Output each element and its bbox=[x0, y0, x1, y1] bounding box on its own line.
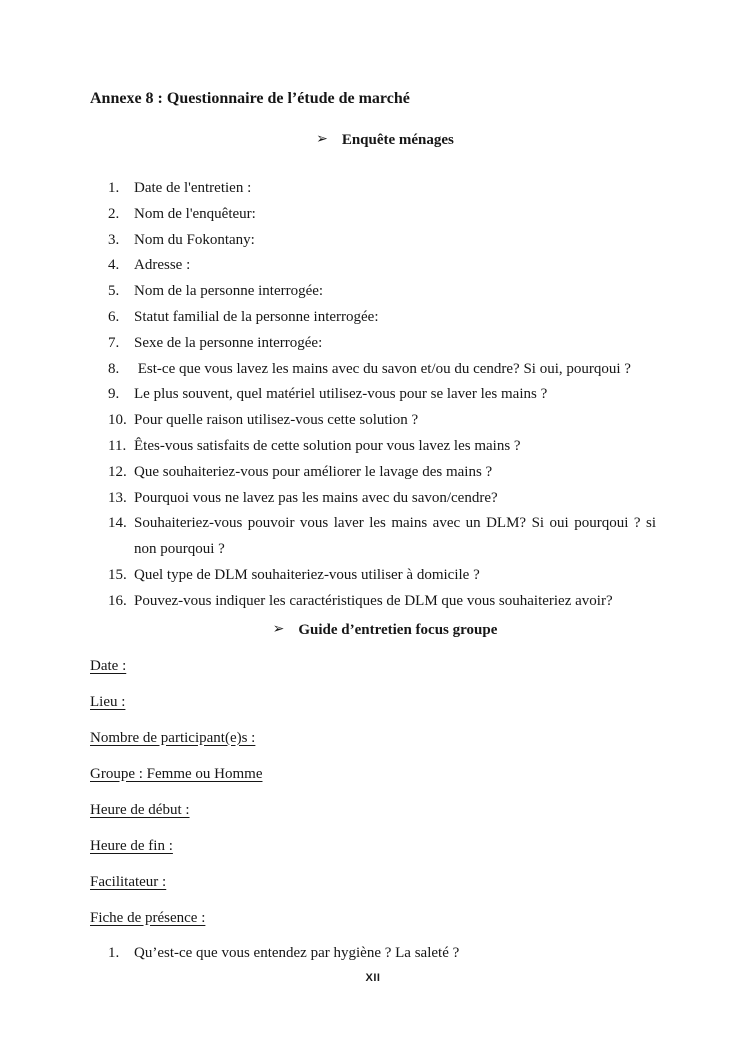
question-list-item bbox=[108, 228, 656, 254]
question-text: Quel type de DLM souhaiteriez-vous utiliser à domicile ? bbox=[134, 566, 480, 583]
question-number: 9. bbox=[108, 386, 120, 403]
field-row bbox=[90, 909, 656, 928]
question-number: 16. bbox=[108, 592, 127, 609]
question-number: 15. bbox=[108, 566, 127, 583]
question-list-item bbox=[108, 176, 656, 202]
question-text: Est-ce que vous lavez les mains avec du savon et/ou du cendre? Si oui, pourqoui ? bbox=[134, 360, 631, 377]
field-row bbox=[90, 837, 656, 856]
section-heading-label: Enquête ménages bbox=[341, 132, 454, 148]
field-label: Nombre de participant(e)s : bbox=[90, 729, 256, 746]
question-text: Date de l'entretien : bbox=[134, 180, 252, 196]
enquete-question-list bbox=[90, 176, 660, 615]
question-number: 8. bbox=[108, 360, 120, 377]
question-list-item bbox=[108, 460, 656, 486]
arrowhead-bullet-icon: ➢ bbox=[316, 132, 328, 147]
field-row bbox=[90, 657, 656, 676]
question-number: 5. bbox=[108, 283, 120, 300]
question-text: Pour quelle raison utilisez-vous cette solution ? bbox=[134, 412, 419, 429]
question-list-item bbox=[108, 382, 656, 408]
question-list-item bbox=[108, 357, 656, 383]
field-label: Groupe : Femme ou Homme bbox=[90, 765, 263, 782]
field-label: Fiche de présence : bbox=[90, 909, 206, 926]
question-list-item bbox=[108, 434, 656, 460]
question-list-item bbox=[108, 408, 656, 434]
field-row bbox=[90, 693, 656, 712]
question-text: Êtes-vous satisfaits de cette solution pour vous lavez les mains ? bbox=[134, 437, 521, 454]
question-list-item bbox=[108, 202, 656, 228]
focus-group-question-list bbox=[90, 944, 656, 963]
question-list-item bbox=[108, 511, 660, 563]
question-text: Pouvez-vous indiquer les caractéristiques de DLM que vous souhaiteriez avoir? bbox=[134, 592, 613, 609]
question-list-item bbox=[108, 486, 656, 512]
question-text: Adresse : bbox=[134, 257, 191, 274]
question-list-item bbox=[108, 589, 656, 615]
field-label: Facilitateur : bbox=[90, 873, 167, 890]
question-list-item bbox=[108, 563, 656, 589]
question-number: 12. bbox=[108, 463, 127, 480]
question-number: 13. bbox=[108, 489, 127, 506]
question-text: Qu’est-ce que vous entendez par hygiène ? La saleté ? bbox=[134, 944, 460, 961]
question-number: 3. bbox=[108, 231, 120, 248]
question-text: Sexe de la personne interrogée: bbox=[134, 334, 323, 351]
field-label: Lieu : bbox=[90, 693, 126, 710]
field-row bbox=[90, 729, 656, 748]
question-list-item bbox=[108, 253, 656, 279]
question-number: 2. bbox=[108, 205, 120, 222]
question-text: Le plus souvent, quel matériel utilisez-vous pour se laver les mains ? bbox=[134, 386, 548, 403]
field-label: Date : bbox=[90, 657, 127, 674]
question-text: Statut familial de la personne interrogée: bbox=[134, 308, 379, 325]
question-list-item bbox=[108, 279, 656, 305]
arrowhead-bullet-icon: ➢ bbox=[272, 621, 285, 637]
question-number: 1. bbox=[108, 944, 120, 961]
question-number: 1. bbox=[108, 180, 120, 196]
section-heading-label: Guide d’entretien focus groupe bbox=[298, 621, 498, 638]
question-number: 4. bbox=[108, 257, 120, 274]
question-number: 10. bbox=[108, 412, 127, 429]
question-list-item bbox=[108, 944, 656, 963]
page-number: XII bbox=[365, 971, 381, 984]
question-text: Pourquoi vous ne lavez pas les mains avec du savon/cendre? bbox=[134, 489, 498, 506]
question-text: Souhaiteriez-vous pouvoir vous laver les mains avec un DLM? Si oui pourqoui ? si non pourqoui ? bbox=[134, 515, 660, 558]
section-heading-focus-groupe bbox=[90, 621, 656, 640]
question-text: Nom de la personne interrogée: bbox=[134, 283, 324, 300]
question-number: 14. bbox=[108, 515, 127, 532]
field-label: Heure de fin : bbox=[90, 837, 173, 854]
field-row bbox=[90, 801, 656, 820]
question-text: Nom de l'enquêteur: bbox=[134, 205, 256, 222]
page-title: Annexe 8 : Questionnaire de l’étude de marché bbox=[90, 90, 410, 107]
field-row bbox=[90, 765, 656, 784]
question-list-item bbox=[108, 331, 656, 357]
field-label: Heure de début : bbox=[90, 801, 190, 818]
question-number: 6. bbox=[108, 308, 120, 325]
field-row bbox=[90, 873, 656, 892]
section-heading-enquete-menages bbox=[90, 131, 656, 150]
question-text: Que souhaiteriez-vous pour améliorer le lavage des mains ? bbox=[134, 463, 493, 480]
focus-group-fields bbox=[90, 657, 656, 928]
question-number: 11. bbox=[108, 437, 127, 454]
question-list-item bbox=[108, 305, 656, 331]
question-text: Nom du Fokontany: bbox=[134, 231, 255, 248]
question-number: 7. bbox=[108, 334, 120, 351]
